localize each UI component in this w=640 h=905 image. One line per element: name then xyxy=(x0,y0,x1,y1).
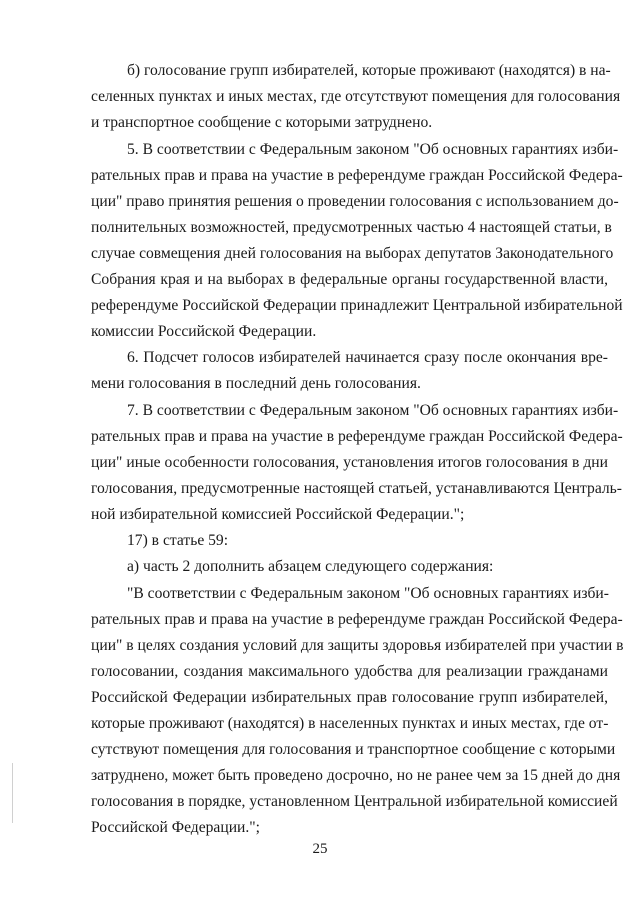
text-line: рательных прав и права на участие в референдуме граждан Российской Федера- xyxy=(91,611,623,628)
text-line: 5. В соответствии с Федеральным законом "Об основных гарантиях изби- xyxy=(127,141,619,158)
text-line: ной избирательной комиссией Российской Федерации."; xyxy=(91,506,465,523)
text-line: ции" иные особенности голосования, установления итогов голосования в дни xyxy=(91,454,608,471)
text-line: б) голосование групп избирателей, которые проживают (находятся) в на- xyxy=(127,62,611,79)
text-line: референдуме Российской Федерации принадлежит Центральной избирательной xyxy=(91,297,623,314)
scan-edge-mark xyxy=(12,763,13,823)
text-line: рательных прав и права на участие в референдуме граждан Российской Федера- xyxy=(91,428,623,445)
text-line: Российской Федерации избирательных прав голосование групп избирателей, xyxy=(91,689,608,706)
text-line: случае совмещения дней голосования на выборах депутатов Законодательного xyxy=(91,245,614,262)
text-line: 6. Подсчет голосов избирателей начинается сразу после окончания вре- xyxy=(127,349,608,366)
text-line: комиссии Российской Федерации. xyxy=(91,323,317,340)
text-line: и транспортное сообщение с которыми затруднено. xyxy=(91,114,433,131)
text-line: "В соответствии с Федеральным законом "Об основных гарантиях изби- xyxy=(127,585,609,602)
page-number: 25 xyxy=(312,841,328,857)
text-line: Российской Федерации."; xyxy=(91,819,260,836)
text-line: рательных прав и права на участие в референдуме граждан Российской Федера- xyxy=(91,167,623,184)
text-line: голосования в порядке, установленном Центральной избирательной комиссией xyxy=(91,793,618,810)
text-line: голосования, предусмотренные настоящей статьей, устанавливаются Централь- xyxy=(91,480,622,497)
text-line: голосовании, создания максимального удобства для реализации гражданами xyxy=(91,663,608,680)
text-line: ции" право принятия решения о проведении голосования с использованием до- xyxy=(91,193,619,210)
text-line: которые проживают (находятся) в населенных пунктах и иных местах, где от- xyxy=(91,715,609,732)
text-line: затруднено, может быть проведено досрочно, но не ранее чем за 15 дней до дня xyxy=(91,767,621,784)
text-line: 17) в статье 59: xyxy=(127,532,229,549)
text-line: 7. В соответствии с Федеральным законом "Об основных гарантиях изби- xyxy=(127,402,619,419)
text-line: полнительных возможностей, предусмотренных частью 4 настоящей статьи, в xyxy=(91,219,612,236)
text-line: сутствуют помещения для голосования и транспортное сообщение с которыми xyxy=(91,741,616,758)
text-line: а) часть 2 дополнить абзацем следующего содержания: xyxy=(127,558,494,575)
text-line: Собрания края и на выборах в федеральные органы государственной власти, xyxy=(91,271,608,288)
text-line: мени голосования в последний день голосования. xyxy=(91,375,421,392)
text-line: ции" в целях создания условий для защиты здоровья избирателей при участии в xyxy=(91,637,624,654)
text-line: селенных пунктах и иных местах, где отсутствуют помещения для голосования xyxy=(91,88,621,105)
